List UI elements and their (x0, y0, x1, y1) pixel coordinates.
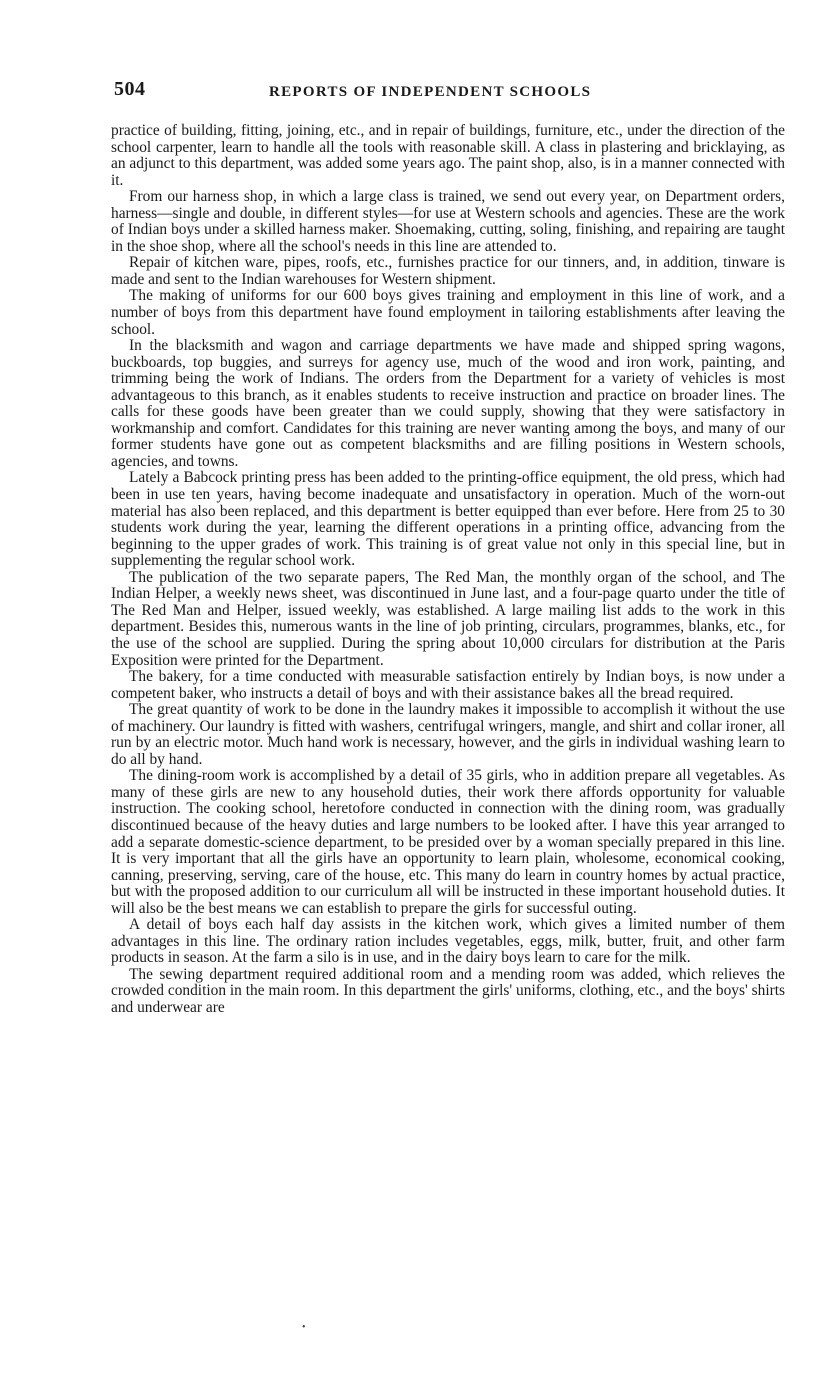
page-header (114, 78, 784, 108)
paragraph-harness-shop: From our harness shop, in which a large class is trained, we send out every year, on Department orders, harness—single and double, in different styles—for use at Western schools and agencies. These are the work of Indian boys under a skilled harness maker. Shoemaking, cutting, soling, finishing, and repairing are taught in the shoe shop, where all the school's needs in this line are attended to. (111, 188, 785, 255)
paragraph-sewing: The sewing department required additional room and a mending room was added, which relieves the crowded condition in the main room. In this department the girls' uniforms, clothing, etc., and the boys' shirts and underwear are (111, 965, 785, 1016)
page-number: 504 (114, 78, 146, 100)
paragraph-dining-room: The dining-room work is accomplished by a detail of 35 girls, who in addition prepare all vegetables. As many of these girls are new to any household duties, their work there affords opportunity for valuable instruction. The cooking school, heretofore conducted in connection with the dining room, was gradually discontinued because of the heavy duties and large numbers to be looked after. I have this year arranged to add a separate domestic-science department, to be presided over by a woman specially prepared in this line. It is very important that all the girls have an opportunity to learn plain, wholesome, economical cooking, canning, preserving, serving, care of the house, etc. This many do learn in country homes by actual practice, but with the proposed addition to our curriculum all will be instructed in these important household duties. It will also be the best means we can establish to prepare the girls for successful outing. (111, 767, 785, 917)
paragraph-blacksmith: In the blacksmith and wagon and carriage departments we have made and shipped spring wagons, buckboards, top buggies, and surreys for agency use, much of the wood and iron work, painting, and trimming being the work of Indians. The orders from the Department for a variety of vehicles is most advantageous to this branch, as it enables students to receive instruction and practice on broader lines. The calls for these goods have been greater than we could supply, showing that they were satisfactory in workmanship and comfort. Candidates for this training are never wanting among the boys, and many of our former students have gone out as competent blacksmiths and are filling positions in Western schools, agencies, and towns. (111, 337, 785, 470)
paragraph-tinners: Repair of kitchen ware, pipes, roofs, etc., furnishes practice for our tinners, and, in addition, tinware is made and sent to the Indian warehouses for Western shipment. (111, 254, 785, 288)
paragraph-carpentry-continued: practice of building, fitting, joining, etc., and in repair of buildings, furniture, etc., under the direction of the school carpenter, learn to handle all the tools with reasonable skill. A class in plastering and bricklaying, as an adjunct to this department, was added some years ago. The paint shop, also, is in a manner connected with it. (111, 122, 785, 189)
paragraph-laundry: The great quantity of work to be done in the laundry makes it impossible to accomplish it without the use of machinery. Our laundry is fitted with washers, centrifugal wringers, mangle, and shirt and collar ironer, all run by an electric motor. Much hand work is necessary, however, and the girls in individual washing learn to do all by hand. (111, 701, 785, 768)
paragraph-uniforms: The making of uniforms for our 600 boys gives training and employment in this line of work, and a number of boys from this department have found employment in tailoring establishments after leaving the school. (111, 287, 785, 338)
paragraph-bakery: The bakery, for a time conducted with measurable satisfaction entirely by Indian boys, is now under a competent baker, who instructs a detail of boys and with their assistance bakes all the bread required. (111, 668, 785, 702)
paragraph-printing-press: Lately a Babcock printing press has been added to the printing-office equipment, the old press, which had been in use ten years, having become inadequate and unsatisfactory in operation. Much of the worn-out material has also been replaced, and this department is better equipped than ever before. Here from 25 to 30 students work during the year, learning the different operations in a printing office, advancing from the beginning to the upper grades of work. This training is of great value not only in this special line, but in supplementing the regular school work. (111, 469, 785, 570)
body-text (111, 123, 785, 1017)
paragraph-kitchen: A detail of boys each half day assists in the kitchen work, which gives a limited number of them advantages in this line. The ordinary ration includes vegetables, eggs, milk, butter, fruit, and other farm products in season. At the farm a silo is in use, and in the dairy boys learn to care for the milk. (111, 916, 785, 967)
running-head: REPORTS OF INDEPENDENT SCHOOLS (269, 84, 592, 100)
footer-mark: • (302, 1322, 306, 1333)
paragraph-publication: The publication of the two separate papers, The Red Man, the monthly organ of the school, and The Indian Helper, a weekly news sheet, was discontinued in June last, and a four-page quarto under the title of The Red Man and Helper, issued weekly, was established. A large mailing list adds to the work in this department. Besides this, numerous wants in the line of job printing, circulars, programmes, blanks, etc., for the use of the school are supplied. During the spring about 10,000 circulars for distribution at the Paris Exposition were printed for the Department. (111, 568, 785, 669)
